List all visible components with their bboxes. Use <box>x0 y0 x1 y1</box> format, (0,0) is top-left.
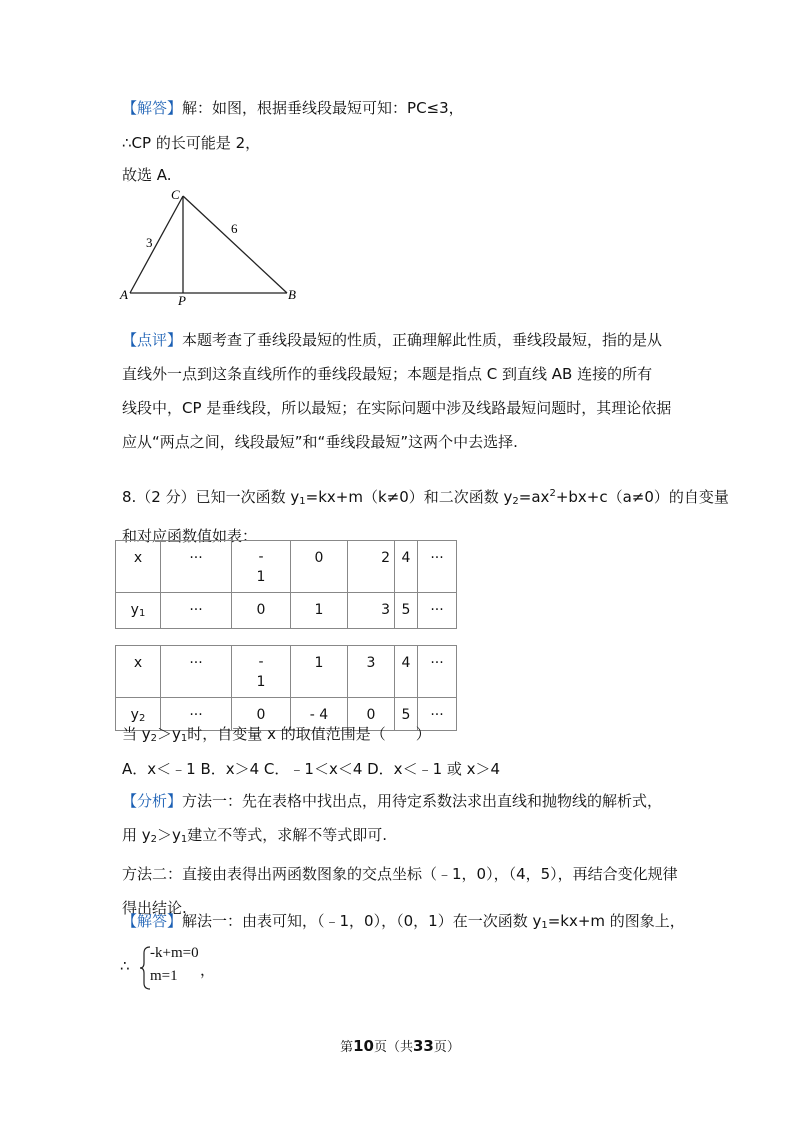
label-a: A <box>120 287 128 302</box>
table-cell: ··· <box>161 698 232 731</box>
question-stem-line-1: 8.（2 分）已知一次函数 $y_1=kx+m(k\ne 0)$和二次函数 $y_2=ax^2+bx+c(a\ne 0)$的自变量 <box>122 488 729 507</box>
table-cell: ··· <box>418 593 457 629</box>
table-cell: $y_1$ <box>116 593 161 629</box>
therefore-symbol: ∴ <box>120 957 130 975</box>
question-ask: 当 $y_2>y_1$时，自变量 x 的取值范围是（ ） <box>122 725 431 744</box>
table-cell: - 1 <box>232 541 291 593</box>
solution-line-3: 故选 A. <box>122 166 172 184</box>
label-c: C <box>171 187 180 202</box>
review-line-3: 线段中，CP 是垂线段，所以最短；在实际问题中涉及线路最短问题时，其理论依据 <box>122 399 672 417</box>
analysis-line-2: 用 $y_2>y_1$建立不等式，求解不等式即可. <box>122 826 388 845</box>
table-cell: - 4 <box>291 698 348 731</box>
table-cell: 3 <box>348 593 395 629</box>
table-cell: x <box>116 541 161 593</box>
table-row <box>116 646 457 698</box>
page-total: 33 <box>413 1037 434 1055</box>
table-cell: $y_2$ <box>116 698 161 731</box>
solution-2-line-1: 【解答】解法一：由表可知，（﹣1，0），（0，1）在一次函数 $y_1=kx+m$ 的图象上， <box>122 912 685 931</box>
answer-tag: 【解答】 <box>122 912 183 930</box>
label-p: P <box>178 293 186 308</box>
table-cell: 0 <box>348 698 395 731</box>
triangle-figure <box>115 183 315 312</box>
side-ac-label: 3 <box>146 235 153 250</box>
analysis-tag: 【分析】 <box>122 792 183 810</box>
equation-1: -k+m=0 <box>150 945 199 961</box>
equation-system <box>118 945 238 993</box>
question-stem-line-2: 和对应函数值如表： <box>122 527 258 545</box>
table-cell: ··· <box>161 541 232 593</box>
table-cell: ··· <box>161 646 232 698</box>
review-line-4: 应从“两点之间，线段最短”和“垂线段最短”这两个中去选择. <box>122 433 518 451</box>
table-cell: ··· <box>418 541 457 593</box>
solution-line-1 <box>122 98 464 118</box>
table-cell: ··· <box>418 646 457 698</box>
page-footer: 第10页（共33页） <box>340 1037 460 1055</box>
analysis-block <box>122 784 682 925</box>
value-table-2 <box>115 645 457 731</box>
table-cell: 1 <box>291 593 348 629</box>
review-block <box>122 323 682 459</box>
value-table-1 <box>115 540 457 629</box>
page-number: 10 <box>353 1037 374 1055</box>
table-cell: 0 <box>291 541 348 593</box>
review-line-1: 本题考查了垂线段最短的性质，正确理解此性质，垂线段最短，指的是从 <box>182 331 663 349</box>
analysis-line-3: 方法二：直接由表得出两函数图象的交点坐标（﹣1，0），（4，5），再结合变化规律 <box>122 865 678 883</box>
table-cell: ··· <box>161 593 232 629</box>
review-line-2: 直线外一点到这条直线所作的垂线段最短；本题是指点 C 到直线 AB 连接的所有 <box>122 365 653 383</box>
table-row <box>116 541 457 593</box>
table-cell: ··· <box>418 698 457 731</box>
table-row <box>116 593 457 629</box>
review-tag: 【点评】 <box>122 331 183 349</box>
table-cell: 2 <box>348 541 395 593</box>
segment-ac <box>130 196 183 293</box>
table-cell: 5 <box>395 593 418 629</box>
table-cell: 0 <box>232 698 291 731</box>
table-cell: 3 <box>348 646 395 698</box>
solution-text: 解：如图，根据垂线段最短可知：PC≤3， <box>182 99 464 117</box>
table-cell: 1 <box>291 646 348 698</box>
equation-comma: ， <box>200 961 216 979</box>
table-cell: 5 <box>395 698 418 731</box>
table-cell: 4 <box>395 541 418 593</box>
solution-line-2: ∴CP 的长可能是 2， <box>122 134 261 152</box>
label-b: B <box>288 287 296 302</box>
side-bc-label: 6 <box>231 221 238 236</box>
table-cell: x <box>116 646 161 698</box>
segment-cb <box>183 196 287 293</box>
table-cell: 0 <box>232 593 291 629</box>
analysis-line-4: 得出结论. <box>122 899 187 917</box>
table-cell: 4 <box>395 646 418 698</box>
equation-2: m=1 <box>150 968 178 984</box>
table-cell: - 1 <box>232 646 291 698</box>
answer-tag: 【解答】 <box>122 99 183 117</box>
analysis-line-1: 方法一：先在表格中找出点，用待定系数法求出直线和抛物线的解析式， <box>182 792 663 810</box>
answer-options: A．x＜﹣1 B．x＞4 C．﹣1＜x＜4 D．x＜﹣1 或 x＞4 <box>122 760 501 778</box>
